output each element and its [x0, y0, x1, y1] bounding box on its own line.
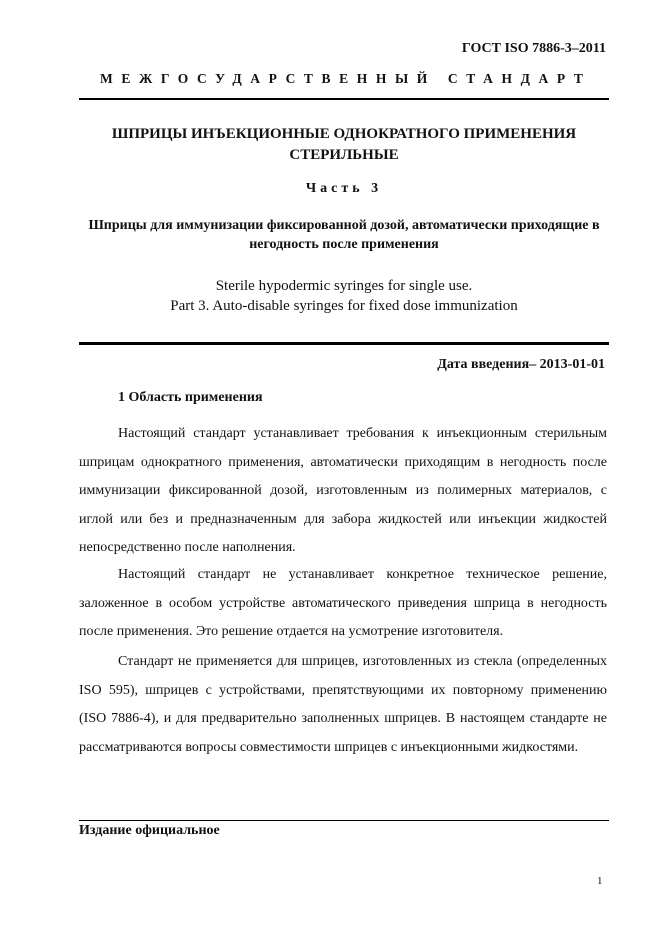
title-divider — [79, 342, 609, 345]
document-subtitle: Шприцы для иммунизации фиксированной дозой, автоматически приходящие в негодность после применения — [88, 218, 600, 252]
standard-category: МЕЖГОСУДАРСТВЕННЫЙ СТАНДАРТ — [100, 71, 592, 86]
standard-number: ГОСТ ISO 7886-3–2011 — [461, 41, 606, 56]
scope-paragraph-2: Настоящий стандарт не устанавливает конкретное техническое решение, заложенное в особом устройстве автоматического приведения шприца в негодность после применения. Это решение отдается на усмотрение изготовителя. — [79, 567, 607, 639]
section-heading: 1 Область применения — [118, 390, 263, 405]
edition-label: Издание официальное — [79, 823, 220, 838]
edition-divider — [79, 820, 609, 821]
scope-paragraph-1: Настоящий стандарт устанавливает требования к инъекционным стерильным шприцам однократного применения, автоматически приходящим в негодность после иммунизации фиксированной дозой, изготовленным из полимерных материалов, с иглой или без и предназначенным для забора жидкостей или инъекции жидкостей непосредственно после наполнения. — [79, 426, 607, 555]
page-number: 1 — [597, 875, 603, 887]
document-title: ШПРИЦЫ ИНЪЕКЦИОННЫЕ ОДНОКРАТНОГО ПРИМЕНЕНИЯ СТЕРИЛЬНЫЕ — [111, 126, 577, 163]
english-title — [79, 276, 609, 316]
introduction-date: Дата введения– 2013-01-01 — [437, 357, 605, 372]
header-divider — [79, 98, 609, 100]
part-label: Часть 3 — [305, 181, 383, 196]
english-title-line-1: Sterile hypodermic syringes for single use. — [215, 278, 473, 294]
english-title-line-2: Part 3. Auto-disable syringes for fixed dose immunization — [170, 298, 518, 314]
scope-paragraph-3: Стандарт не применяется для шприцев, изготовленных из стекла (определенных ISO 595), шприцев с устройствами, препятствующими их повторному применению (ISO 7886-4), и для предварительно заполненных шприцев. В настоящем стандарте не рассматриваются вопросы совместимости шприцев с инъекционными жидкостями. — [79, 654, 607, 755]
